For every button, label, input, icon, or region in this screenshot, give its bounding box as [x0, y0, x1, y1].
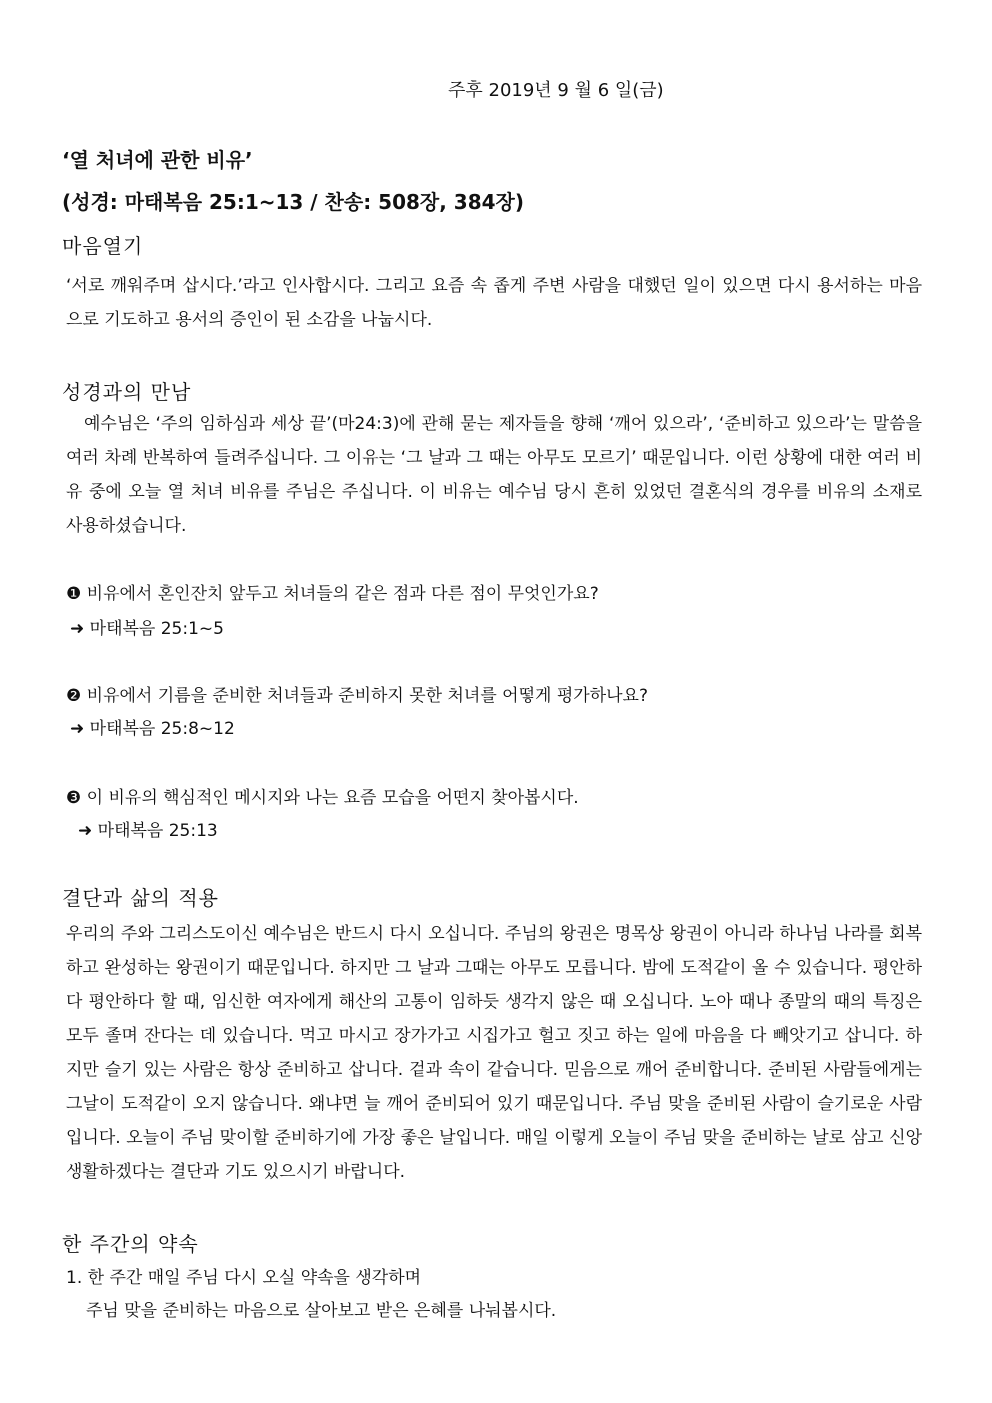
opening-body: ‘서로 깨워주며 삽시다.’라고 인사합시다. 그리고 요즘 속 좁게 주변 사람을 대했던 일이 있으면 다시 용서하는 마음으로 기도하고 용서의 증인이 된 소감을 나눕시다. [66, 276, 922, 330]
opening-heading: 마음열기 [62, 234, 144, 258]
scripture-hymn-line: (성경: 마태복음 25:1~13 / 찬송: 508장, 384장) [62, 190, 524, 214]
weekly-promise-heading: 한 주간의 약속 [62, 1232, 199, 1256]
question-1-reference: ➜ 마태복음 25:1~5 [70, 619, 224, 639]
question-2-reference: ➜ 마태복음 25:8~12 [70, 719, 235, 739]
question-1: ❶ 비유에서 혼인잔치 앞두고 처녀들의 같은 점과 다른 점이 무엇인가요? [66, 584, 599, 604]
application-body: 우리의 주와 그리스도이신 예수님은 반드시 다시 오십니다. 주님의 왕권은 명목상 왕권이 아니라 하나님 나라를 회복하고 완성하는 왕권이기 때문입니다. 하지만 그 날과 그때는 아무도 모릅니다. 밤에 도적같이 올 수 있습니다. 평안하다 평안하다 할 때, 임신한 여자에게 해산의 고통이 임하듯 생각지 않은 때 오십니다. 노아 때나 종말의 때의 특징은 모두 졸며 잔다는 데 있습니다. 먹고 마시고 장가가고 시집가고 헐고 짓고 하는 일에 마음을 다 빼앗기고 삽니다. 하지만 슬기 있는 사람은 항상 준비하고 삽니다. 겉과 속이 같습니다. 믿음으로 깨어 준비합니다. 준비된 사람들에게는 그날이 도적같이 오지 않습니다. 왜냐면 늘 깨어 준비되어 있기 때문입니다. 주님 맞을 준비된 사람이 슬기로운 사람입니다. 오늘이 주님 맞이할 준비하기에 가장 좋은 날입니다. 매일 이렇게 오늘이 주님 맞을 준비하는 날로 삼고 신앙 생활하겠다는 결단과 기도 있으시기 바랍니다. [66, 924, 922, 1182]
date-line: 주후 2019년 9 월 6 일(금) [448, 80, 664, 101]
weekly-promise-item-1-continued: 주님 맞을 준비하는 마음으로 살아보고 받은 은혜를 나눠봅시다. [86, 1301, 557, 1321]
sermon-title: ‘열 처녀에 관한 비유’ [62, 148, 253, 172]
question-3-reference: ➜ 마태복음 25:13 [78, 821, 218, 841]
question-2: ❷ 비유에서 기름을 준비한 처녀들과 준비하지 못한 처녀를 어떻게 평가하나요? [66, 686, 648, 706]
weekly-promise-item-1: 1. 한 주간 매일 주님 다시 오실 약속을 생각하며 [66, 1268, 422, 1288]
application-heading: 결단과 삶의 적용 [62, 886, 219, 910]
bible-meeting-body: 예수님은 ‘주의 임하심과 세상 끝’(마24:3)에 관해 묻는 제자들을 향해 ‘깨어 있으라’, ‘준비하고 있으라’는 말씀을 여러 차례 반복하여 들려주십니다. 그 이유는 ‘그 날과 그 때는 아무도 모르기’ 때문입니다. 이런 상황에 대한 여러 비유 중에 오늘 열 처녀 비유를 주님은 주십니다. 이 비유는 예수님 당시 흔히 있었던 결혼식의 경우를 비유의 소재로 사용하셨습니다. [66, 414, 922, 536]
bible-meeting-heading: 성경과의 만남 [62, 380, 192, 404]
question-3: ❸ 이 비유의 핵심적인 메시지와 나는 요즘 모습을 어떤지 찾아봅시다. [66, 788, 579, 808]
